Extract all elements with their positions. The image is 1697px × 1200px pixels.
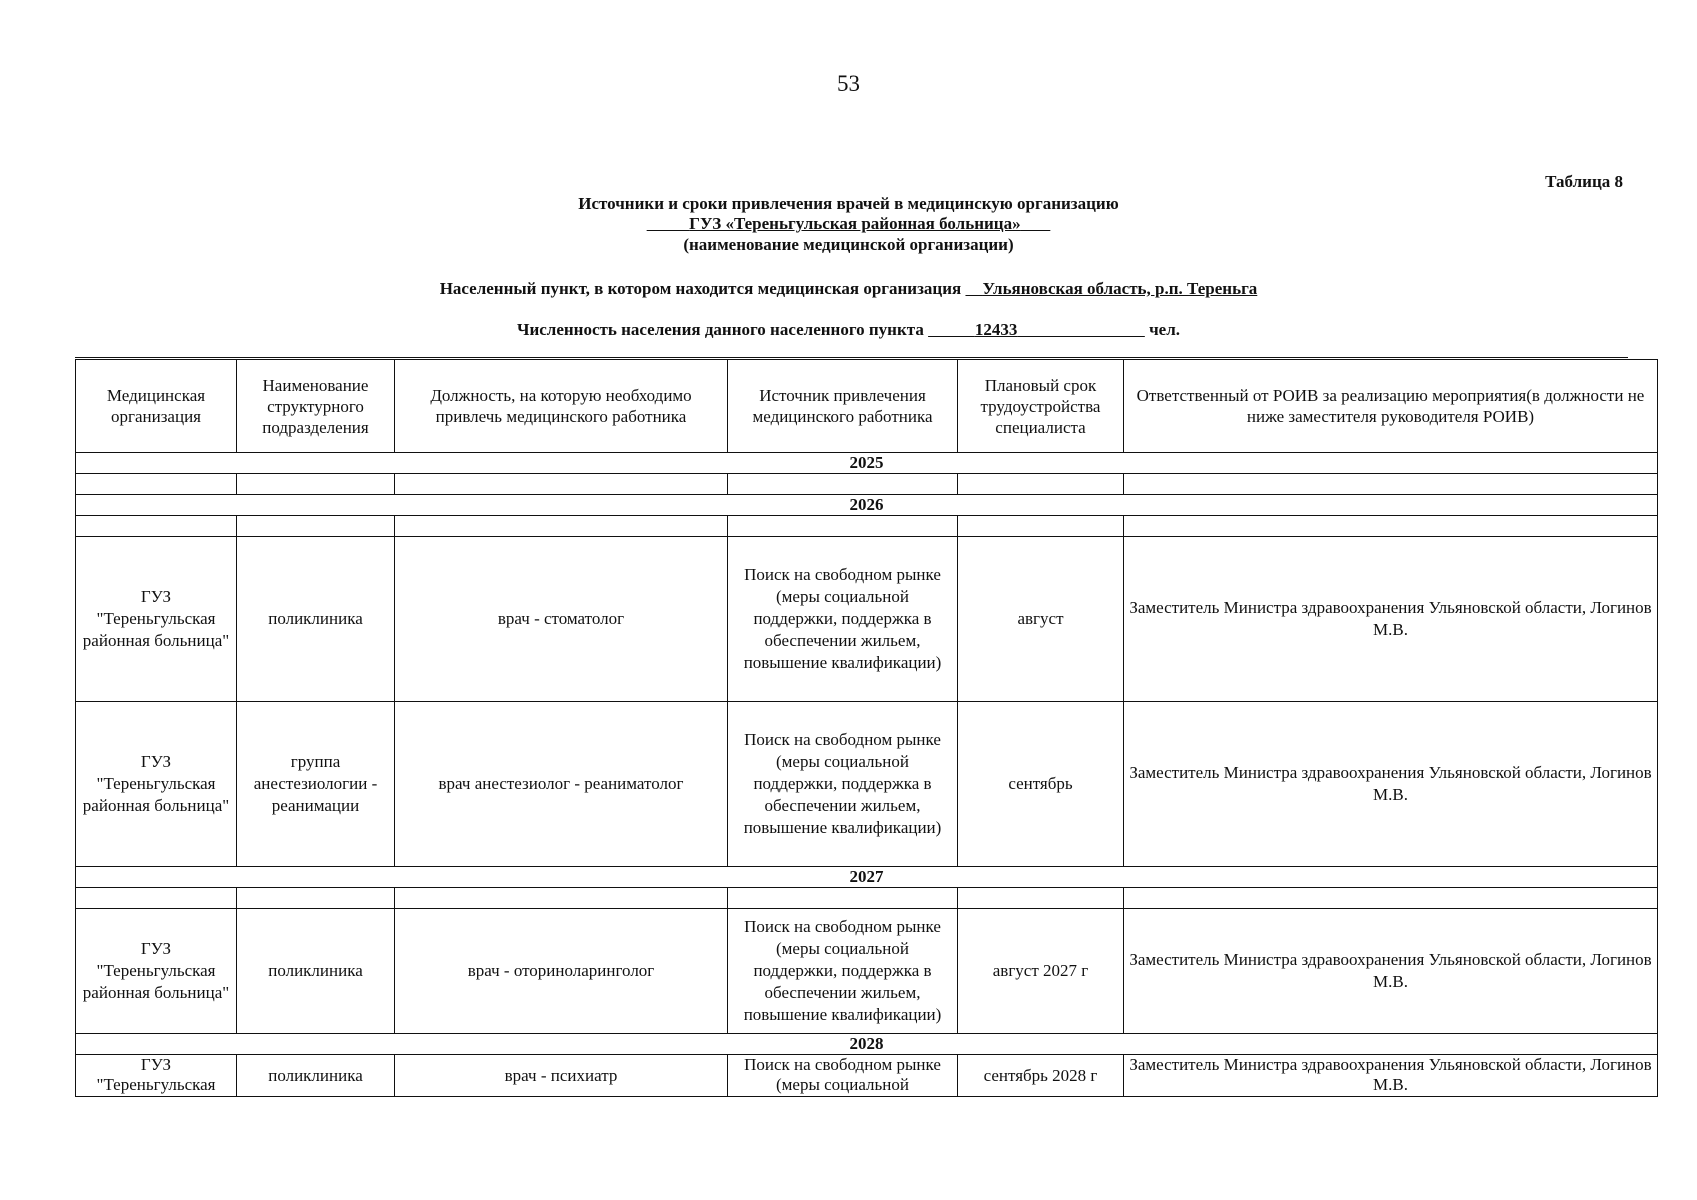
cell-source: Поиск на свободном рынке (меры социальной поддержки, поддержка в обеспечении жильем, повышение квалификации) xyxy=(728,909,958,1034)
year-row xyxy=(76,453,1658,474)
cell-position: врач - стоматолог xyxy=(395,537,728,702)
cell-position: врач - оториноларинголог xyxy=(395,909,728,1034)
cell-unit: поликлиника xyxy=(237,537,395,702)
empty-row xyxy=(76,474,1658,495)
table-label: Таблица 8 xyxy=(1545,172,1623,191)
year-label: 2027 xyxy=(76,867,1658,888)
cell-term: август xyxy=(958,537,1124,702)
cell-position: врач анестезиолог - реаниматолог xyxy=(395,702,728,867)
cell-source: Поиск на свободном рынке (меры социальной поддержки, поддержка в обеспечении жильем, повышение квалификации) xyxy=(728,702,958,867)
locality-value: Ульяновская область, р.п. Тереньга xyxy=(982,279,1258,298)
header-cell-source: Источник привлечения медицинского работника xyxy=(728,360,958,453)
header-cell-responsible: Ответственный от РОИВ за реализацию мероприятия(в должности не ниже заместителя руководителя РОИВ) xyxy=(1124,360,1658,453)
cell-term: сентябрь 2028 г xyxy=(958,1055,1124,1097)
locality-label: Населенный пункт, в котором находится медицинская организация xyxy=(439,279,962,298)
cell-term: август 2027 г xyxy=(958,909,1124,1034)
empty-row xyxy=(76,888,1658,909)
table-row xyxy=(76,537,1658,702)
cell-unit: поликлиника xyxy=(237,1055,395,1097)
cell-term: сентябрь xyxy=(958,702,1124,867)
header-cell-position: Должность, на которую необходимо привлечь медицинского работника xyxy=(395,360,728,453)
page-number: 53 xyxy=(837,71,860,96)
year-row xyxy=(76,867,1658,888)
year-label: 2028 xyxy=(76,1034,1658,1055)
empty-row xyxy=(76,516,1658,537)
table-top-rule xyxy=(75,357,1628,358)
table-header-row xyxy=(76,360,1658,453)
cell-responsible: Заместитель Министра здравоохранения Ульяновской области, Логинов М.В. xyxy=(1124,537,1658,702)
population-label: Численность населения данного населенного пункта xyxy=(516,320,924,339)
org-name-caption: (наименование медицинской организации) xyxy=(683,235,1014,254)
table-row xyxy=(76,909,1658,1034)
header-cell-org: Медицинская организация xyxy=(76,360,237,453)
org-name: ГУЗ «Тереньгульская районная больница» xyxy=(689,214,1021,233)
cell-org: ГУЗ "Тереньгульская районная больница" xyxy=(76,537,237,702)
population-value: 12433 xyxy=(974,320,1018,339)
cell-org: ГУЗ "Тереньгульская районная больница" xyxy=(76,909,237,1034)
header-cell-unit: Наименование структурного подразделения xyxy=(237,360,395,453)
cell-source: Поиск на свободном рынке (меры социальной xyxy=(728,1055,958,1097)
population-unit: чел. xyxy=(1149,320,1180,339)
year-row xyxy=(76,1034,1658,1055)
document-title: Источники и сроки привлечения врачей в медицинскую организацию xyxy=(578,194,1119,213)
cell-unit: поликлиника xyxy=(237,909,395,1034)
locality-line xyxy=(0,278,1697,299)
population-line xyxy=(0,319,1697,340)
cell-responsible: Заместитель Министра здравоохранения Ульяновской области, Логинов М.В. xyxy=(1124,1055,1658,1097)
cell-source: Поиск на свободном рынке (меры социальной поддержки, поддержка в обеспечении жильем, повышение квалификации) xyxy=(728,537,958,702)
cell-responsible: Заместитель Министра здравоохранения Ульяновской области, Логинов М.В. xyxy=(1124,702,1658,867)
cell-org: ГУЗ "Тереньгульская xyxy=(76,1055,237,1097)
cell-position: врач - психиатр xyxy=(395,1055,728,1097)
cell-unit: группа анестезиологии - реанимации xyxy=(237,702,395,867)
org-name-line xyxy=(0,213,1697,234)
year-label: 2026 xyxy=(76,495,1658,516)
recruitment-table xyxy=(75,359,1658,1097)
header-cell-term: Плановый срок трудоустройства специалиста xyxy=(958,360,1124,453)
year-label: 2025 xyxy=(76,453,1658,474)
table-row xyxy=(76,1055,1658,1097)
cell-responsible: Заместитель Министра здравоохранения Ульяновской области, Логинов М.В. xyxy=(1124,909,1658,1034)
cell-org: ГУЗ "Тереньгульская районная больница" xyxy=(76,702,237,867)
year-row xyxy=(76,495,1658,516)
table-row xyxy=(76,702,1658,867)
